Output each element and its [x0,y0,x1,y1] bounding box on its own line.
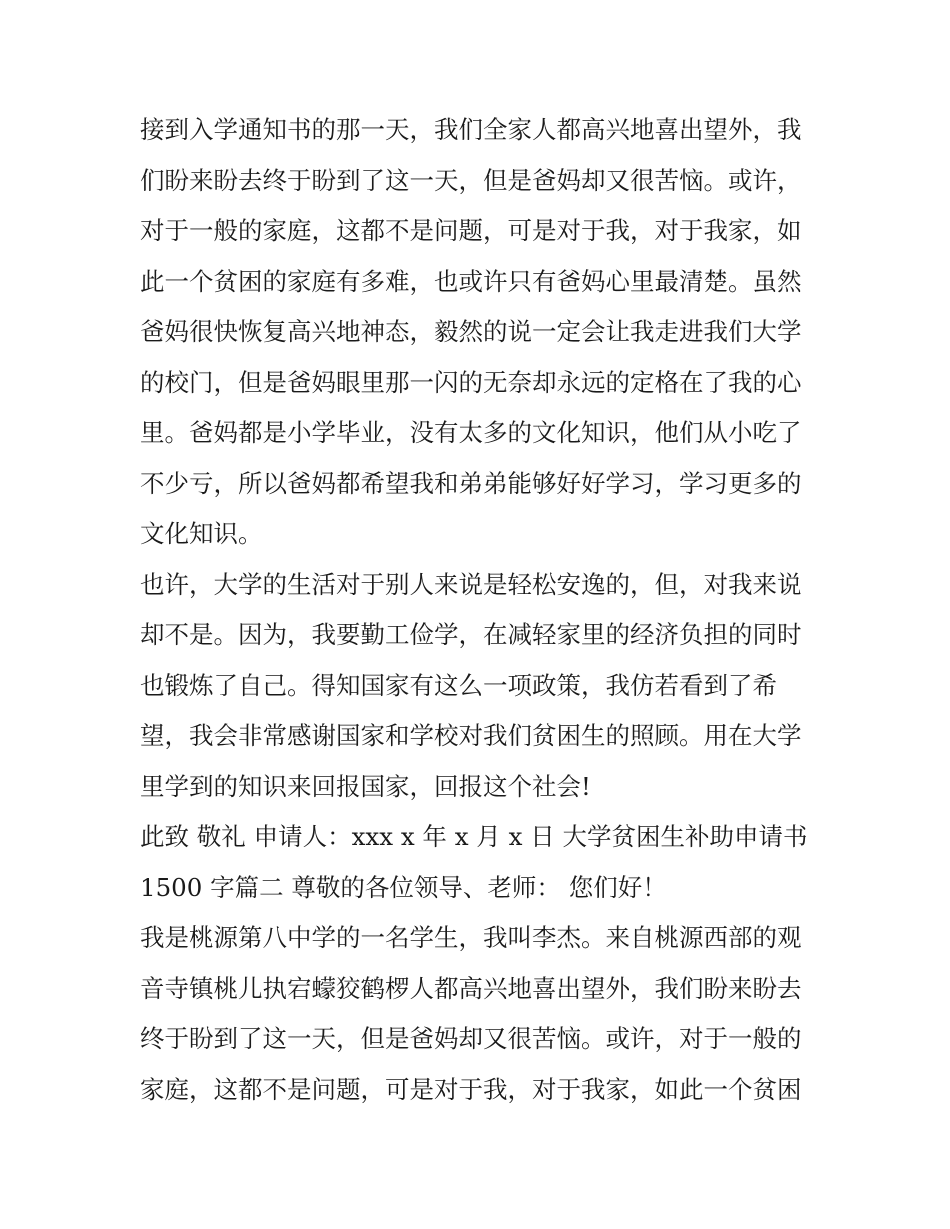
text-line: 望，我会非常感谢国家和学校对我们贫困生的照顾。用在大学 [140,721,802,750]
text-line: 1500 字篇二 尊敬的各位领导、老师： 您们好！ [140,873,667,902]
text-line: 终于盼到了这一天，但是爸妈却又很苦恼。或许，对于一般的 [140,1024,802,1053]
text-line: 却不是。因为，我要勤工俭学，在减轻家里的经济负担的同时 [140,620,802,649]
text-line: 对于一般的家庭，这都不是问题，可是对于我，对于我家，如 [140,216,802,245]
text-line: 文化知识。 [140,519,263,548]
text-line: 不少亏，所以爸妈都希望我和弟弟能够好好学习，学习更多的 [140,469,802,498]
text-line: 音寺镇桃儿执宕蠓狡鹤椤人都高兴地喜出望外，我们盼来盼去 [140,974,802,1003]
text-line: 我是桃源第八中学的一名学生，我叫李杰。来自桃源西部的观 [140,923,802,952]
text-line: 此致 敬礼 申请人：xxx x 年 x 月 x 日 大学贫困生补助申请书 [140,822,808,851]
text-line: 也许，大学的生活对于别人来说是轻松安逸的，但，对我来说 [140,570,802,599]
text-line: 也锻炼了自己。得知国家有这么一项政策，我仿若看到了希 [140,671,777,700]
text-line: 爸妈很快恢复高兴地神态，毅然的说一定会让我走进我们大学 [140,317,802,346]
text-line: 此一个贫困的家庭有多难，也或许只有爸妈心里最清楚。虽然 [140,267,802,296]
text-line: 的校门，但是爸妈眼里那一闪的无奈却永远的定格在了我的心 [140,368,802,397]
text-line: 里学到的知识来回报国家，回报这个社会! [140,772,591,801]
text-line: 接到入学通知书的那一天，我们全家人都高兴地喜出望外，我 [140,115,802,144]
text-line: 里。爸妈都是小学毕业，没有太多的文化知识，他们从小吃了 [140,418,802,447]
text-line: 家庭，这都不是问题，可是对于我，对于我家，如此一个贫困 [140,1075,802,1104]
text-line: 们盼来盼去终于盼到了这一天，但是爸妈却又很苦恼。或许， [140,166,802,195]
